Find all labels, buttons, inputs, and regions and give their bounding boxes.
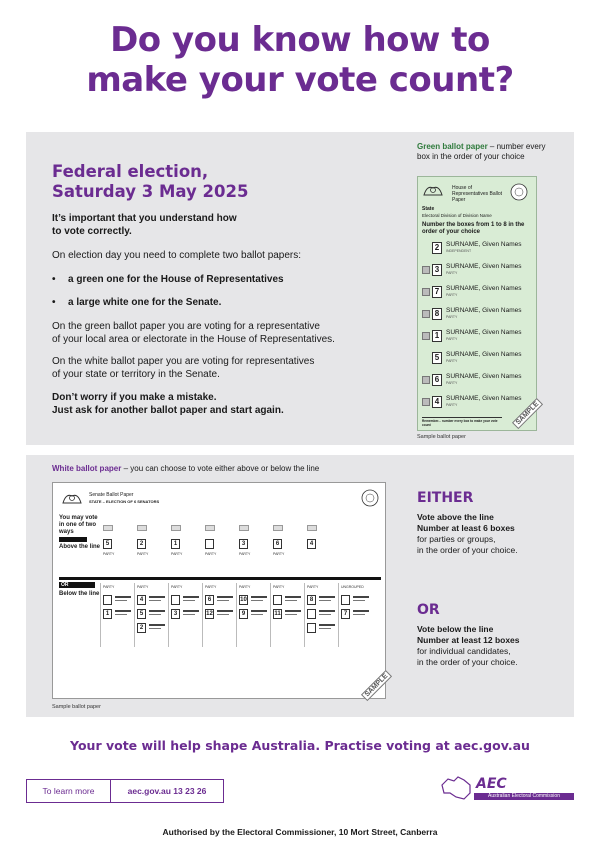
aec-logo-subtitle: Australian Electoral Commission: [474, 793, 574, 800]
candidate-preference-box: 5: [137, 609, 146, 619]
learn-more-label: To learn more: [27, 780, 111, 802]
group-logo-icon: [137, 525, 147, 531]
group-label: PARTY: [171, 552, 183, 556]
green-paragraph-line-2: of your local area or electorate in the House of Representatives.: [52, 334, 335, 345]
either-line-4: in the order of your choice.: [417, 545, 518, 555]
column-header: UNGROUPED: [341, 585, 364, 589]
candidate-name-placeholder: [149, 628, 161, 629]
column-header: PARTY: [239, 585, 251, 589]
green-ballot-sample-caption: Sample ballot paper: [417, 434, 466, 440]
candidate-name-placeholder: [183, 596, 199, 598]
headline-line-2: make your vote count?: [86, 60, 514, 100]
candidate-name-placeholder: [319, 628, 331, 629]
white-ballot-or-label: OR: [61, 582, 69, 588]
white-ballot-above-bar: [59, 537, 87, 542]
green-ballot-state: State: [422, 206, 435, 212]
column-header: PARTY: [205, 585, 217, 589]
candidate-preference-box: 2: [137, 623, 146, 633]
candidate-name-placeholder: [115, 614, 127, 615]
candidate-name-placeholder: [353, 610, 369, 612]
candidate-name-placeholder: [285, 610, 301, 612]
candidate-preference-box: [103, 595, 112, 605]
mistake-line-1: Don’t worry if you make a mistake.: [52, 392, 217, 403]
green-ballot-caption: [417, 142, 557, 162]
column-divider: [168, 583, 169, 647]
green-ballot-candidate-row: [422, 351, 534, 369]
green-ballot-caption-bold: Green ballot paper: [417, 142, 488, 151]
candidate-preference-box: 8: [307, 595, 316, 605]
group-preference-box: 6: [273, 539, 282, 549]
candidate-party: PARTY: [446, 403, 458, 407]
candidate-name-placeholder: [183, 614, 195, 615]
aec-seal-icon: [510, 183, 528, 201]
party-logo-icon: [422, 376, 430, 384]
candidate-name-placeholder: [353, 596, 369, 598]
candidate-party: PARTY: [446, 337, 458, 341]
candidate-party: PARTY: [446, 381, 458, 385]
preference-box: 1: [432, 330, 442, 342]
group-preference-box: 3: [239, 539, 248, 549]
bullet-green: [52, 273, 284, 286]
column-divider: [134, 583, 135, 647]
candidate-party: PARTY: [446, 271, 458, 275]
candidate-name-placeholder: [183, 610, 199, 612]
bullet-white: [52, 296, 221, 309]
white-ballot-caption: [52, 464, 319, 474]
candidate-name-placeholder: [149, 596, 165, 598]
candidate-name-placeholder: [319, 614, 331, 615]
candidate-name: SURNAME, Given Names: [446, 329, 522, 336]
candidate-name-placeholder: [149, 600, 161, 601]
green-ballot-caption-rest: – number every box in the order of your choice: [417, 142, 546, 161]
tagline: Your vote will help shape Australia. Practise voting at aec.gov.au: [70, 738, 530, 753]
intro-bold-line-1: It’s important that you understand how: [52, 213, 237, 224]
column-divider: [338, 583, 339, 647]
candidate-name: SURNAME, Given Names: [446, 263, 522, 270]
group-label: PARTY: [137, 552, 149, 556]
green-ballot-candidate-row: [422, 307, 534, 325]
column-header: PARTY: [103, 585, 115, 589]
column-header: PARTY: [137, 585, 149, 589]
candidate-name-placeholder: [217, 614, 229, 615]
green-ballot-candidate-row: [422, 285, 534, 303]
preference-box: 2: [432, 242, 442, 254]
party-logo-icon: [422, 310, 430, 318]
candidate-name: SURNAME, Given Names: [446, 373, 522, 380]
candidate-preference-box: 9: [239, 609, 248, 619]
candidate-name-placeholder: [285, 596, 301, 598]
election-title-line-2: Saturday 3 May 2025: [52, 182, 249, 201]
group-preference-box: [205, 539, 214, 549]
column-header: PARTY: [171, 585, 183, 589]
green-ballot-instruction: Number the boxes from 1 to 8 in the order of your choice: [422, 222, 525, 235]
preference-box: 6: [432, 374, 442, 386]
either-title: EITHER: [417, 490, 474, 506]
column-divider: [236, 583, 237, 647]
candidate-preference-box: 7: [341, 609, 350, 619]
group-logo-icon: [103, 525, 113, 531]
candidate-preference-box: [273, 595, 282, 605]
learn-more-contact[interactable]: aec.gov.au 13 23 26: [127, 786, 207, 796]
group-logo-icon: [307, 525, 317, 531]
or-line-4: in the order of your choice.: [417, 657, 518, 667]
white-ballot-subheader: STATE – ELECTION OF 6 SENATORS: [89, 499, 160, 504]
bullet-dot: •: [52, 274, 56, 285]
green-ballot-header: House of Representatives Ballot Paper: [452, 185, 503, 203]
candidate-name-placeholder: [149, 614, 161, 615]
candidate-name: SURNAME, Given Names: [446, 351, 522, 358]
candidate-name-placeholder: [217, 600, 229, 601]
candidate-name-placeholder: [319, 596, 335, 598]
candidate-name: SURNAME, Given Names: [446, 241, 522, 248]
candidate-name-placeholder: [251, 610, 267, 612]
white-ballot-sample-stamp: SAMPLE: [361, 670, 392, 701]
group-preference-box: 2: [137, 539, 146, 549]
intro-bold-line-2: to vote correctly.: [52, 226, 132, 237]
group-logo-icon: [273, 525, 283, 531]
candidate-name-placeholder: [251, 596, 267, 598]
white-ballot-caption-rest: – you can choose to vote either above or below the line: [121, 464, 320, 473]
candidate-party: PARTY: [446, 315, 458, 319]
group-preference-box: 1: [171, 539, 180, 549]
candidate-name: SURNAME, Given Names: [446, 285, 522, 292]
intro-lead: On election day you need to complete two ballot papers:: [52, 250, 302, 261]
or-line-3: for individual candidates,: [417, 646, 511, 656]
candidate-party: INDEPENDENT: [446, 249, 472, 253]
either-text: [417, 512, 567, 556]
green-ballot-candidate-row: [422, 241, 534, 259]
candidate-name-placeholder: [251, 600, 263, 601]
preference-box: 5: [432, 352, 442, 364]
bullet-white-text: a large white one for the Senate.: [68, 297, 222, 308]
white-paragraph-line-1: On the white ballot paper you are voting for representatives: [52, 356, 315, 367]
white-paragraph-line-2: of your state or territory in the Senate.: [52, 369, 220, 380]
candidate-preference-box: [307, 609, 316, 619]
green-ballot-candidate-row: [422, 395, 534, 413]
candidate-preference-box: 11: [274, 611, 281, 617]
either-line-1: Vote above the line: [417, 512, 494, 522]
column-divider: [270, 583, 271, 647]
candidate-preference-box: 1: [103, 609, 112, 619]
learn-more-box: [26, 779, 224, 803]
green-ballot-candidate-row: [422, 263, 534, 281]
election-title: [52, 162, 248, 202]
candidate-name-placeholder: [285, 600, 297, 601]
party-logo-icon: [422, 266, 430, 274]
column-divider: [304, 583, 305, 647]
candidate-name-placeholder: [115, 596, 131, 598]
candidate-name-placeholder: [115, 610, 131, 612]
or-line-1: Vote below the line: [417, 624, 494, 634]
green-ballot-division: Electoral Division of Division Name: [422, 213, 492, 218]
green-ballot-image: [417, 176, 541, 431]
or-line-2: Number at least 12 boxes: [417, 635, 520, 645]
candidate-name-placeholder: [319, 624, 335, 626]
mistake-note: [52, 391, 382, 417]
preference-box: 4: [432, 396, 442, 408]
or-title: OR: [417, 602, 440, 618]
candidate-name-placeholder: [353, 614, 365, 615]
candidate-name-placeholder: [285, 614, 297, 615]
candidate-name-placeholder: [149, 610, 165, 612]
bullet-dot: •: [52, 297, 56, 308]
candidate-preference-box: 3: [171, 609, 180, 619]
candidate-preference-box: [307, 623, 316, 633]
group-label: PARTY: [239, 552, 251, 556]
white-ballot-caption-bold: White ballot paper: [52, 464, 122, 473]
white-ballot-divider: [59, 577, 381, 580]
green-ballot-candidate-row: [422, 373, 534, 391]
group-label: PARTY: [103, 552, 115, 556]
candidate-preference-box: 4: [137, 595, 146, 605]
aec-seal-icon: [361, 489, 379, 507]
column-header: PARTY: [307, 585, 319, 589]
group-preference-box: 5: [103, 539, 112, 549]
candidate-name: SURNAME, Given Names: [446, 395, 522, 402]
white-ballot-header: Senate Ballot Paper: [89, 492, 134, 498]
group-preference-box: 4: [307, 539, 316, 549]
candidate-name-placeholder: [149, 624, 165, 626]
green-paragraph-line-1: On the green ballot paper you are voting for a representative: [52, 321, 320, 332]
group-label: PARTY: [205, 552, 217, 556]
candidate-party: PARTY: [446, 293, 458, 297]
white-ballot-ways: You may vote in one of two ways: [59, 515, 98, 535]
white-ballot-below-label: Below the line: [59, 591, 100, 597]
candidate-name: SURNAME, Given Names: [446, 307, 522, 314]
candidate-name-placeholder: [319, 600, 331, 601]
either-line-2: Number at least 6 boxes: [417, 523, 515, 533]
group-label: PARTY: [273, 552, 285, 556]
intro-bold: [52, 212, 382, 238]
green-ballot-candidate-row: [422, 329, 534, 347]
preference-box: 7: [432, 286, 442, 298]
party-logo-icon: [422, 398, 430, 406]
white-ballot-image: [52, 482, 390, 699]
candidate-name-placeholder: [353, 600, 365, 601]
green-paragraph: [52, 320, 382, 346]
candidate-name-placeholder: [115, 600, 127, 601]
authorisation-statement: Authorised by the Electoral Commissioner, 10 Mort Street, Canberra: [162, 827, 438, 837]
candidate-name-placeholder: [217, 596, 233, 598]
column-header: PARTY: [273, 585, 285, 589]
white-ballot-above-label: Above the line: [59, 544, 101, 550]
candidate-name-placeholder: [251, 614, 263, 615]
mistake-line-2: Just ask for another ballot paper and start again.: [52, 405, 284, 416]
coat-of-arms-icon: [422, 183, 444, 197]
either-line-3: for parties or groups,: [417, 534, 496, 544]
group-logo-icon: [171, 525, 181, 531]
bullet-green-text: a green one for the House of Representatives: [68, 274, 284, 285]
headline-line-1: Do you know how to: [110, 20, 490, 60]
candidate-preference-box: 12: [206, 611, 213, 617]
candidate-preference-box: 10: [240, 597, 247, 603]
column-divider: [100, 583, 101, 647]
candidate-name-placeholder: [183, 600, 195, 601]
candidate-party: PARTY: [446, 359, 458, 363]
green-ballot-footer: Remember... number every box to make your vote count: [422, 417, 502, 427]
candidate-preference-box: 6: [205, 595, 214, 605]
coat-of-arms-icon: [61, 491, 83, 505]
headline: [0, 20, 600, 100]
or-text: [417, 624, 567, 668]
group-logo-icon: [239, 525, 249, 531]
candidate-name-placeholder: [217, 610, 233, 612]
party-logo-icon: [422, 288, 430, 296]
white-paragraph: [52, 355, 382, 381]
preference-box: 8: [432, 308, 442, 320]
column-divider: [202, 583, 203, 647]
election-title-line-1: Federal election,: [52, 162, 209, 181]
aec-logo-text: AEC: [476, 776, 507, 792]
candidate-name-placeholder: [319, 610, 335, 612]
preference-box: 3: [432, 264, 442, 276]
candidate-preference-box: [341, 595, 350, 605]
green-ballot-sample-stamp: SAMPLE: [512, 398, 543, 429]
white-ballot-sample-caption: Sample ballot paper: [52, 704, 101, 710]
party-logo-icon: [422, 332, 430, 340]
candidate-preference-box: [171, 595, 180, 605]
group-logo-icon: [205, 525, 215, 531]
